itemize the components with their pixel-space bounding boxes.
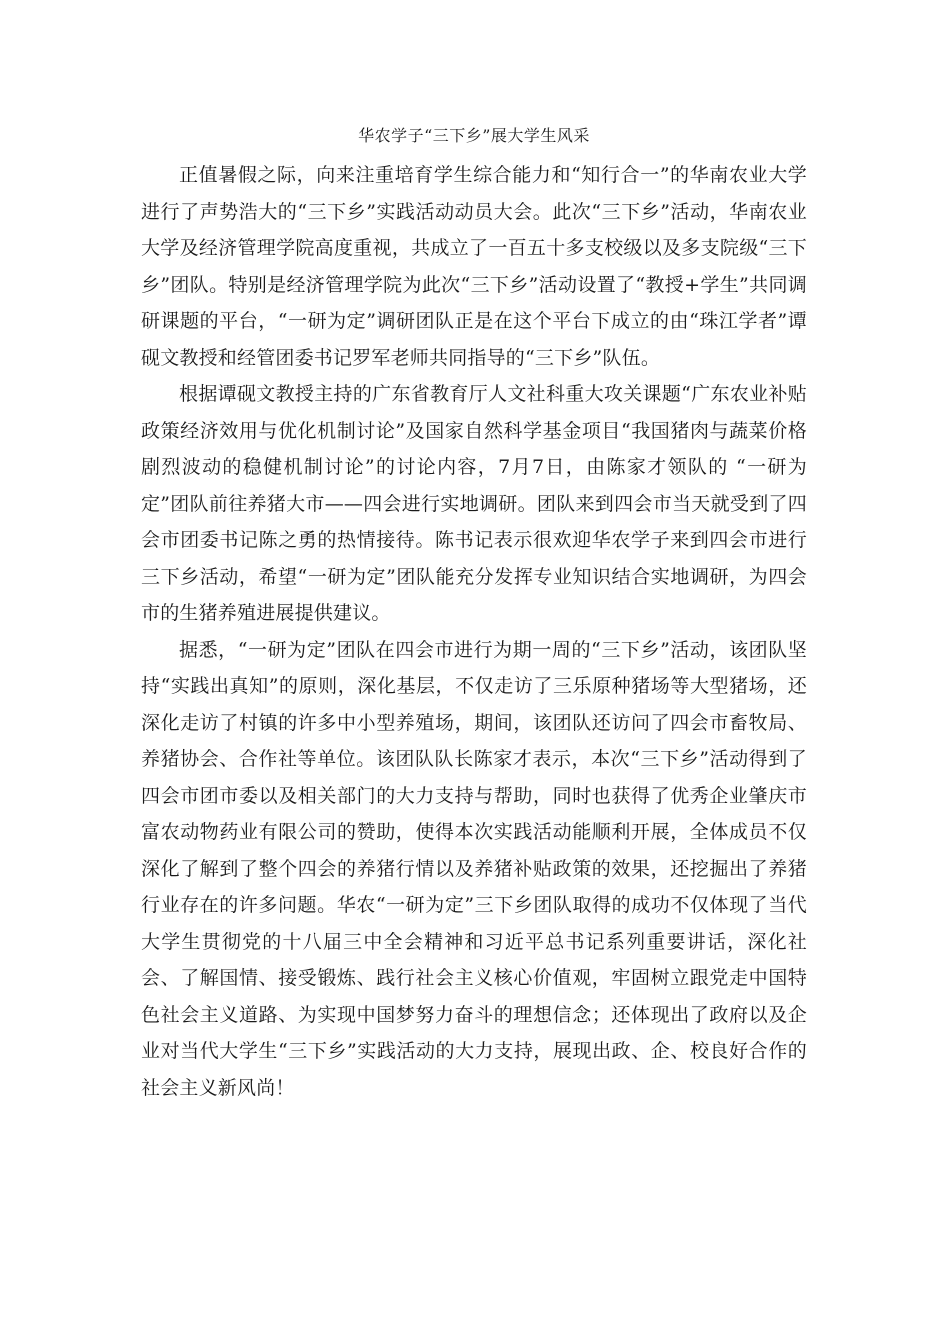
paragraph-2: 根据谭砚文教授主持的广东省教育厅人文社科重大攻关课题“广东农业补贴政策经济效用与优化机制讨论”及国家自然科学基金项目“我国猪肉与蔬菜价格剧烈波动的稳健机制讨论”的讨论内容，7月7日，由陈家才领队的 “一研为定”团队前往养猪大市——四会进行实地调研。团队来到四会市当天就受到了四会市团委书记陈之勇的热情接待。陈书记表示很欢迎华农学子来到四会市进行三下乡活动，希望“一研为定”团队能充分发挥专业知识结合实地调研，为四会市的生猪养殖进展提供建议。: [141, 383, 807, 624]
article-body: [141, 123, 807, 1106]
article-title: 华农学子“三下乡”展大学生风采: [358, 126, 590, 145]
paragraph-1: 正值暑假之际，向来注重培育学生综合能力和“知行合一”的华南农业大学进行了声势浩大的“三下乡”实践活动动员大会。此次“三下乡”活动，华南农业大学及经济管理学院高度重视，共成立了一百五十多支校级以及多支院级“三下乡”团队。特别是经济管理学院为此次“三下乡”活动设置了“教授+学生”共同调研课题的平台，“一研为定”调研团队正是在这个平台下成立的由“珠江学者”谭砚文教授和经管团委书记罗军老师共同指导的“三下乡”队伍。: [141, 164, 807, 369]
paragraph-3: 据悉，“一研为定”团队在四会市进行为期一周的“三下乡”活动，该团队坚持“实践出真知”的原则，深化基层，不仅走访了三乐原种猪场等大型猪场，还深化走访了村镇的许多中小型养殖场，期间，该团队还访问了四会市畜牧局、养猪协会、合作社等单位。该团队队长陈家才表示，本次“三下乡”活动得到了四会市团市委以及相关部门的大力支持与帮助，同时也获得了优秀企业肇庆市富农动物药业有限公司的赞助，使得本次实践活动能顺利开展，全体成员不仅深化了解到了整个四会的养猪行情以及养猪补贴政策的效果，还挖掘出了养猪行业存在的许多问题。华农“一研为定”三下乡团队取得的成功不仅体现了当代大学生贯彻党的十八届三中全会精神和习近平总书记系列重要讲话，深化社会、了解国情、接受锻炼、践行社会主义核心价值观，牢固树立跟党走中国特色社会主义道路、为实现中国梦努力奋斗的理想信念；还体现出了政府以及企业对当代大学生“三下乡”实践活动的大力支持，展现出政、企、校良好合作的社会主义新风尚！: [141, 638, 807, 1099]
